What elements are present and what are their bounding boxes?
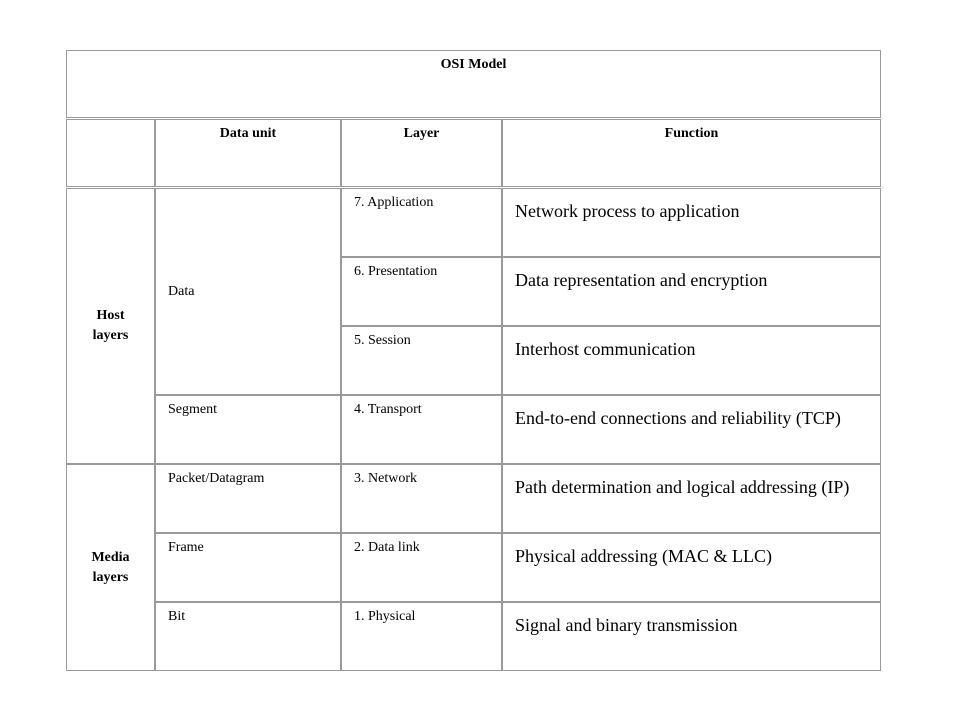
layer-cell: [341, 326, 502, 395]
layer-text: 2. Data link: [354, 540, 420, 555]
function-text: Interhost communication: [515, 339, 696, 359]
header-function-text: Function: [664, 126, 719, 141]
table-title: [66, 50, 881, 118]
data-unit-text: Packet/Datagram: [168, 471, 265, 486]
layer-text: 3. Network: [354, 471, 417, 486]
layer-cell: [341, 188, 502, 257]
function-cell: [502, 533, 881, 602]
header-layer: [341, 119, 502, 187]
layer-text: 7. Application: [354, 195, 434, 210]
function-cell: [502, 395, 881, 464]
layer-cell: [341, 257, 502, 326]
layer-cell: [341, 395, 502, 464]
group-host-layers-text: Host layers: [92, 308, 129, 343]
function-text: Physical addressing (MAC & LLC): [515, 546, 772, 566]
layer-cell: [341, 602, 502, 671]
group-media-layers: [66, 464, 155, 671]
group-host-layers: [66, 188, 155, 464]
table-title-text: OSI Model: [440, 57, 507, 72]
header-corner-cell: [66, 119, 155, 187]
data-unit-text: Frame: [168, 540, 204, 555]
data-unit-cell: [155, 533, 341, 602]
function-text: Signal and binary transmission: [515, 615, 738, 635]
header-data-unit-text: Data unit: [219, 126, 277, 141]
header-data-unit: [155, 119, 341, 187]
function-cell: [502, 326, 881, 395]
layer-text: 6. Presentation: [354, 264, 438, 279]
header-function: [502, 119, 881, 187]
data-unit-cell: [155, 464, 341, 533]
data-unit-cell: [155, 395, 341, 464]
layer-cell: [341, 464, 502, 533]
data-unit-cell: [155, 602, 341, 671]
data-unit-text: Bit: [168, 609, 186, 624]
group-media-layers-text: Media layers: [91, 549, 130, 585]
function-cell: [502, 188, 881, 257]
function-text: Path determination and logical addressing (IP): [515, 477, 850, 497]
function-text: Data representation and encryption: [515, 270, 768, 290]
data-unit-text: Data: [168, 283, 195, 299]
layer-cell: [341, 533, 502, 602]
function-text: Network process to application: [515, 201, 740, 221]
data-unit-text: Segment: [168, 402, 217, 417]
header-layer-text: Layer: [403, 126, 440, 141]
data-unit-cell: [155, 188, 341, 395]
function-text: End-to-end connections and reliability (TCP): [515, 408, 841, 428]
function-cell: [502, 257, 881, 326]
function-cell: [502, 464, 881, 533]
function-cell: [502, 602, 881, 671]
layer-text: 1. Physical: [354, 609, 416, 624]
layer-text: 5. Session: [354, 333, 411, 348]
layer-text: 4. Transport: [354, 402, 422, 417]
